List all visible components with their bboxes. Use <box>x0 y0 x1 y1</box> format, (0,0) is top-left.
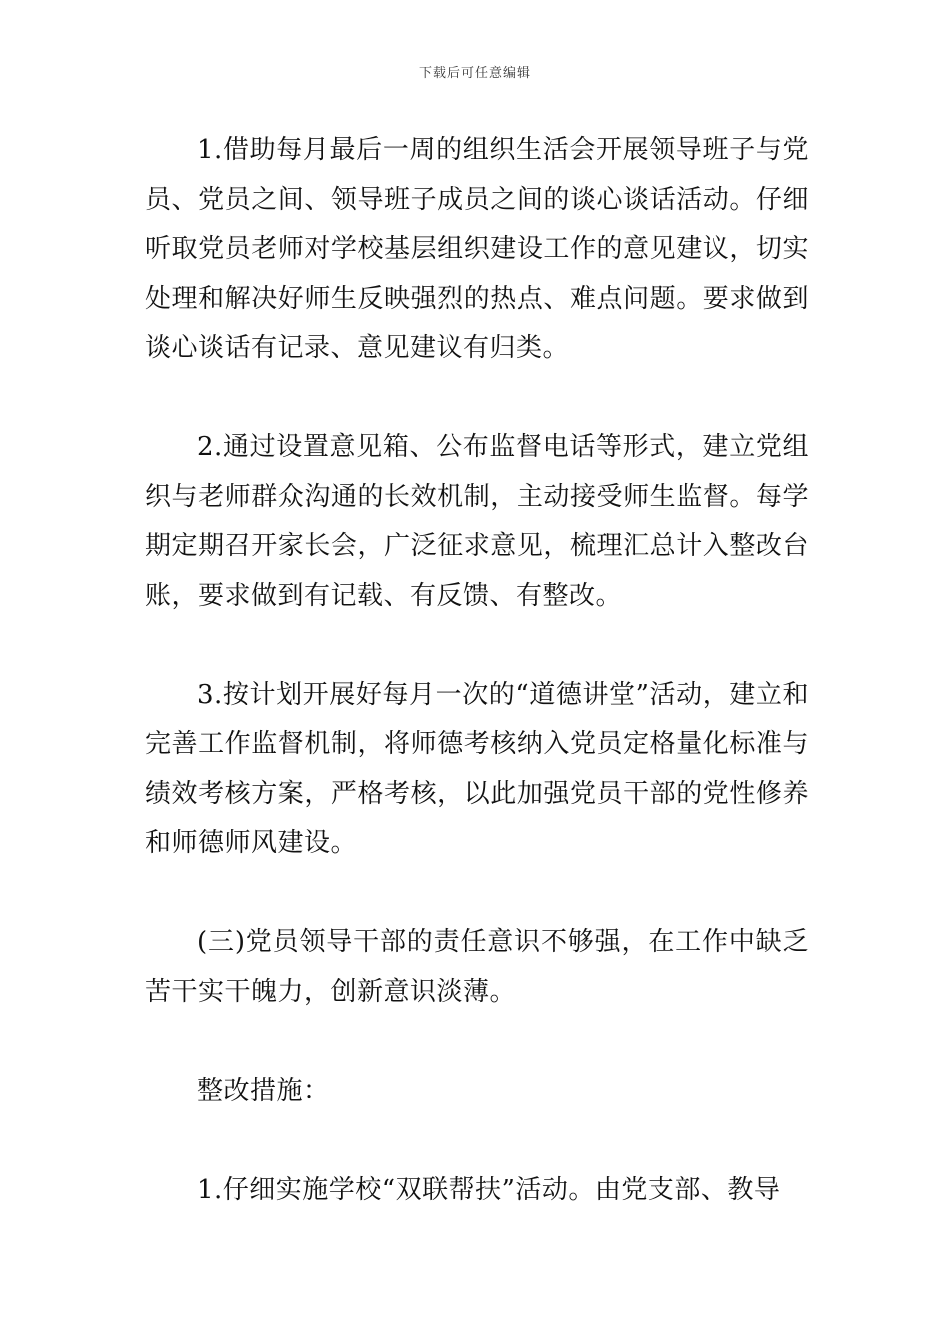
paragraph-item-1: 1.借助每月最后一周的组织生活会开展领导班子与党员、党员之间、领导班子成员之间的谈心谈话活动。仔细听取党员老师对学校基层组织建设工作的意见建议，切实处理和解决好师生反映强烈的热点、难点问题。要求做到谈心谈话有记录、意见建议有归类。 <box>145 135 809 363</box>
paragraph-item-4: 1.仔细实施学校“双联帮扶”活动。由党支部、教导 <box>197 1174 781 1205</box>
paragraph-item-3: 3.按计划开展好每月一次的“道德讲堂”活动，建立和完善工作监督机制，将师德考核纳入党员定格量化标准与绩效考核方案，严格考核，以此加强党员干部的党性修养和师德师风建设。 <box>145 679 809 858</box>
paragraph-item-2: 2.通过设置意见箱、公布监督电话等形式，建立党组织与老师群众沟通的长效机制，主动接受师生监督。每学期定期召开家长会，广泛征求意见，梳理汇总计入整改台账，要求做到有记载、有反馈、有整改。 <box>145 432 809 611</box>
measures-label: 整改措施： <box>197 1075 330 1106</box>
document-body <box>145 126 809 1215</box>
section-heading: (三)党员领导干部的责任意识不够强，在工作中缺乏苦干实干魄力，创新意识淡薄。 <box>145 927 809 1007</box>
page-header: 下载后可任意编辑 <box>418 66 531 81</box>
